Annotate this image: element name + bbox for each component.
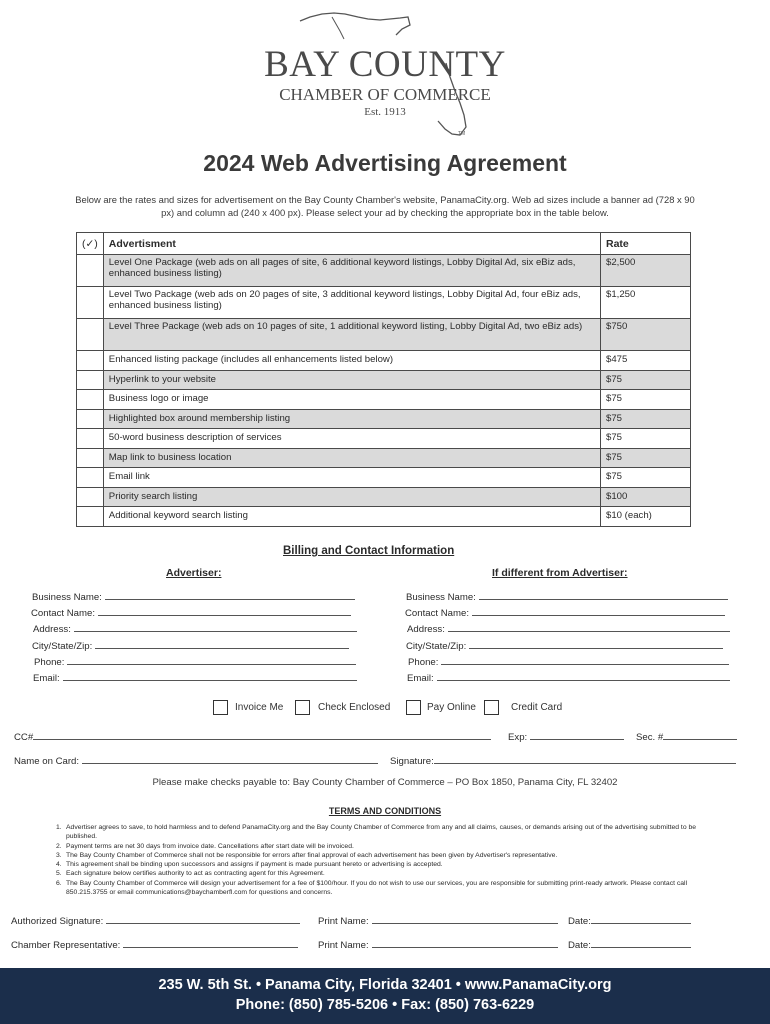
table-row: [77, 390, 691, 410]
cc-number-field[interactable]: [14, 730, 491, 743]
check-enclosed-checkbox[interactable]: [295, 700, 310, 715]
check-payable-note: Please make checks payable to: Bay County Chamber of Commerce – PO Box 1850, Panama City, FL 32402: [152, 777, 618, 788]
row-item: Highlighted box around membership listing: [103, 409, 600, 429]
table-row: [77, 287, 691, 319]
trademark-mark: TM: [458, 131, 466, 137]
field-label: Contact Name:: [31, 608, 95, 619]
alt-business-name[interactable]: [406, 590, 728, 603]
field-label: Phone:: [34, 657, 65, 668]
row-checkbox[interactable]: [77, 429, 104, 449]
chamber-rep-signature-field[interactable]: [11, 938, 298, 951]
alt-address[interactable]: [407, 622, 730, 635]
row-item: Business logo or image: [103, 390, 600, 410]
field-label: Authorized Signature:: [11, 916, 104, 927]
list-item: 1. Advertiser agrees to save, to hold harmless and to defend PanamaCity.org and the Bay County Chamber of Commerce from any and all claims, causes, or demands arising out of the advertising submitted to be published.: [56, 824, 697, 841]
field-label: Print Name:: [318, 940, 369, 951]
table-row: [77, 487, 691, 507]
card-signature-field[interactable]: [390, 754, 736, 767]
field-label: Date:: [568, 916, 591, 927]
rates-table: [76, 232, 691, 527]
name-on-card-field[interactable]: [14, 754, 378, 767]
row-checkbox[interactable]: [77, 351, 104, 371]
table-row: [77, 351, 691, 371]
alt-phone[interactable]: [408, 655, 729, 668]
field-label: Email:: [407, 673, 434, 684]
field-line[interactable]: [105, 590, 355, 600]
table-row: [77, 370, 691, 390]
header-check: (✓): [77, 233, 104, 255]
field-line[interactable]: [434, 754, 736, 764]
field-line[interactable]: [106, 914, 300, 924]
row-checkbox[interactable]: [77, 409, 104, 429]
field-label: Print Name:: [318, 916, 369, 927]
table-row: [77, 409, 691, 429]
chamber-print-name-field[interactable]: [318, 938, 558, 951]
advertiser-city-state-zip[interactable]: [32, 639, 349, 652]
row-checkbox[interactable]: [77, 255, 104, 287]
list-item: 3. The Bay County Chamber of Commerce shall not be responsible for errors after final approval of each advertisement has been given by Advertiser's representative.: [56, 851, 558, 859]
advertiser-phone[interactable]: [34, 655, 356, 668]
row-rate: $75: [601, 448, 691, 468]
row-item: Priority search listing: [103, 487, 600, 507]
row-checkbox[interactable]: [77, 370, 104, 390]
field-line[interactable]: [469, 639, 723, 649]
field-line[interactable]: [63, 671, 357, 681]
row-rate: $475: [601, 351, 691, 371]
row-item: Additional keyword search listing: [103, 507, 600, 527]
authorized-date-field[interactable]: [568, 914, 691, 927]
field-line[interactable]: [98, 606, 351, 616]
row-item: Level Three Package (web ads on 10 pages of site, 1 additional keyword listing, Lobby Digital Ad, two eBiz ads): [103, 319, 600, 351]
chamber-logo: [250, 5, 520, 140]
row-rate: $10 (each): [601, 507, 691, 527]
row-rate: $100: [601, 487, 691, 507]
field-line[interactable]: [591, 938, 691, 948]
field-label: CC#: [14, 732, 34, 743]
field-label: Signature:: [390, 756, 434, 767]
row-rate: $75: [601, 370, 691, 390]
advertiser-title: Advertiser:: [166, 567, 222, 579]
field-line[interactable]: [123, 938, 298, 948]
table-row: [77, 255, 691, 287]
field-label: Business Name:: [406, 592, 476, 603]
row-rate: $75: [601, 390, 691, 410]
row-item: Map link to business location: [103, 448, 600, 468]
row-rate: $1,250: [601, 287, 691, 319]
logo-line-chamber: CHAMBER OF COMMERCE: [279, 85, 491, 104]
field-label: City/State/Zip:: [406, 641, 467, 652]
field-line[interactable]: [82, 754, 378, 764]
field-line[interactable]: [441, 655, 729, 665]
advertiser-contact-name[interactable]: [31, 606, 351, 619]
field-line[interactable]: [479, 590, 728, 600]
field-label: City/State/Zip:: [32, 641, 93, 652]
field-line[interactable]: [74, 622, 357, 632]
table-row: [77, 429, 691, 449]
row-item: Level Two Package (web ads on 20 pages of site, 3 additional keyword listings, Lobby Digital Ad, four eBiz ads, enhanced business listing): [103, 287, 600, 319]
field-label: Email:: [33, 673, 60, 684]
terms-list: [56, 823, 720, 897]
row-checkbox[interactable]: [77, 468, 104, 488]
chamber-date-field[interactable]: [568, 938, 691, 951]
field-line[interactable]: [591, 914, 691, 924]
table-row: [77, 448, 691, 468]
field-line[interactable]: [663, 730, 737, 740]
row-rate: $2,500: [601, 255, 691, 287]
row-checkbox[interactable]: [77, 390, 104, 410]
invoice-me-checkbox[interactable]: [213, 700, 228, 715]
advertiser-address[interactable]: [33, 622, 357, 635]
field-label: Exp:: [508, 732, 528, 743]
table-row: [77, 507, 691, 527]
advertiser-business-name[interactable]: [32, 590, 355, 603]
list-item: 5. Each signature below certifies authority to act as contracting agent for this Agreement.: [56, 870, 325, 878]
field-line[interactable]: [67, 655, 356, 665]
field-line[interactable]: [95, 639, 349, 649]
row-item: Enhanced listing package (includes all enhancements listed below): [103, 351, 600, 371]
header-rate: Rate: [601, 233, 691, 255]
row-item: Hyperlink to your website: [103, 370, 600, 390]
field-line[interactable]: [472, 606, 725, 616]
row-item: Level One Package (web ads on all pages of site, 6 additional keyword listings, Lobby Digital Ad, six eBiz ads, enhanced business listing): [103, 255, 600, 287]
logo-line-bay-county: BAY COUNTY: [264, 44, 506, 85]
credit-card-label: Credit Card: [511, 702, 563, 713]
field-line[interactable]: [448, 622, 730, 632]
authorized-print-name-field[interactable]: [318, 914, 558, 927]
field-label: Date:: [568, 940, 591, 951]
page-title: 2024 Web Advertising Agreement: [203, 150, 567, 176]
invoice-me-label: Invoice Me: [235, 702, 284, 713]
terms-title: TERMS AND CONDITIONS: [328, 806, 442, 816]
row-checkbox[interactable]: [77, 287, 104, 319]
billing-title: Billing and Contact Information: [283, 545, 455, 557]
row-rate: $75: [601, 429, 691, 449]
field-label: Name on Card:: [14, 756, 80, 767]
check-enclosed-label: Check Enclosed: [318, 702, 391, 713]
row-checkbox[interactable]: [77, 507, 104, 527]
footer-address: 235 W. 5th St. • Panama City, Florida 32401 • www.PanamaCity.org: [158, 977, 612, 993]
credit-card-checkbox[interactable]: [484, 700, 499, 715]
list-item: 4. This agreement shall be binding upon successors and assigns if payment is made pursuant hereto or advertising is accepted.: [56, 861, 443, 869]
footer-banner: [0, 968, 770, 1024]
footer-phone-fax: Phone: (850) 785-5206 • Fax: (850) 763-6229: [235, 997, 535, 1013]
list-item: 6. The Bay County Chamber of Commerce will design your advertisement for a fee of $100/hour. If you do not wish to use our services, you are responsible for submitting print-ready artwork. Please contact call 850.215.3755 or email communications@baychamberfl.com for questions and concerns.: [56, 879, 688, 897]
field-line[interactable]: [530, 730, 624, 740]
table-row: [77, 319, 691, 351]
field-label: Address:: [407, 624, 445, 635]
pay-online-checkbox[interactable]: [406, 700, 421, 715]
field-label: Phone:: [408, 657, 439, 668]
table-row: [77, 468, 691, 488]
header-advertisment: Advertisment: [103, 233, 600, 255]
intro-text: Below are the rates and sizes for advertisement on the Bay County Chamber's website, PanamaCity.org. Web ad sizes include a banner ad (728 x 90 px) and column ad (240 x 400 px). Please select your ad by checking the appropriate box in the table below.: [75, 194, 695, 218]
row-checkbox[interactable]: [77, 487, 104, 507]
exp-field[interactable]: [508, 730, 624, 743]
advertiser-email[interactable]: [33, 671, 357, 684]
field-line[interactable]: [33, 730, 491, 740]
alt-email[interactable]: [407, 671, 730, 684]
pay-online-label: Pay Online: [427, 702, 476, 713]
logo-line-established: Est. 1913: [364, 106, 406, 118]
field-label: Chamber Representative:: [11, 940, 121, 951]
list-item: 2. Payment terms are net 30 days from invoice date. Cancellations after start date will be invoiced.: [56, 842, 354, 850]
row-checkbox[interactable]: [77, 319, 104, 351]
field-label: Business Name:: [32, 592, 102, 603]
row-rate: $750: [601, 319, 691, 351]
alt-city-state-zip[interactable]: [406, 639, 723, 652]
table-header-row: [77, 233, 691, 255]
row-rate: $75: [601, 409, 691, 429]
alt-contact-name[interactable]: [405, 606, 725, 619]
row-item: Email link: [103, 468, 600, 488]
row-item: 50-word business description of services: [103, 429, 600, 449]
sec-code-field[interactable]: [636, 730, 737, 743]
field-line[interactable]: [372, 938, 558, 948]
alt-advertiser-title: If different from Advertiser:: [492, 567, 628, 579]
authorized-signature-field[interactable]: [11, 914, 300, 927]
row-rate: $75: [601, 468, 691, 488]
field-label: Contact Name:: [405, 608, 469, 619]
field-line[interactable]: [372, 914, 558, 924]
field-label: Address:: [33, 624, 71, 635]
field-label: Sec. #: [636, 732, 664, 743]
row-checkbox[interactable]: [77, 448, 104, 468]
field-line[interactable]: [437, 671, 730, 681]
